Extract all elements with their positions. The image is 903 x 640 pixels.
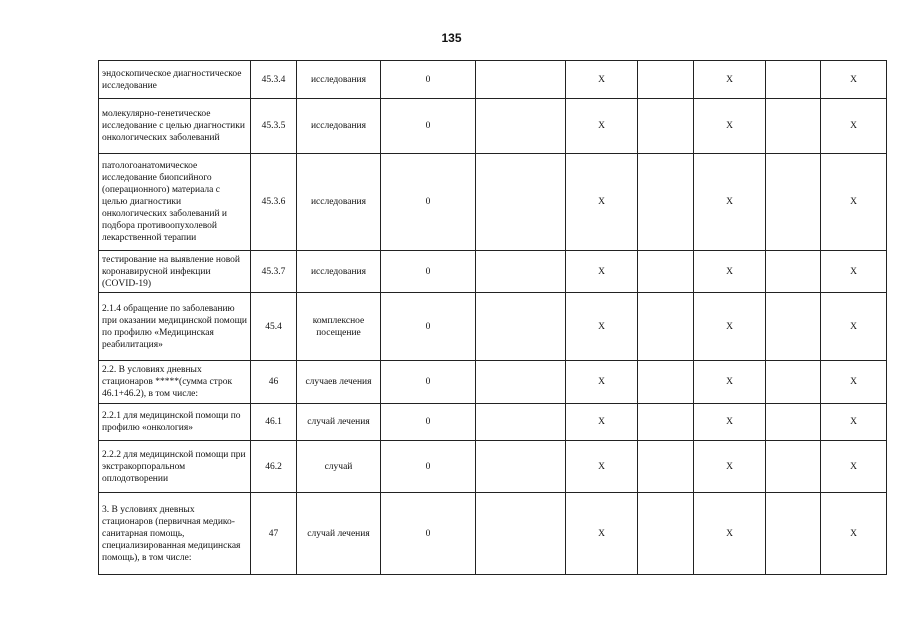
row-name: 2.2.1 для медицинской помощи по профилю «онкология»	[99, 404, 251, 441]
table-row	[99, 61, 887, 99]
x-mark: X	[694, 154, 766, 251]
table-row	[99, 251, 887, 293]
row-name: патологоанатомическое исследование биопсийного (операционного) материала с целью диагностики онкологических заболеваний и подбора противоопухолевой лекарственной терапии	[99, 154, 251, 251]
row-code: 45.4	[251, 293, 297, 361]
empty-cell	[638, 61, 694, 99]
row-code: 45.3.4	[251, 61, 297, 99]
page-number: 135	[441, 31, 462, 45]
row-unit: исследования	[297, 251, 381, 293]
row-code: 45.3.6	[251, 154, 297, 251]
empty-cell	[638, 441, 694, 493]
x-mark: X	[566, 493, 638, 575]
empty-cell	[476, 293, 566, 361]
row-value: 0	[381, 361, 476, 404]
data-table	[98, 60, 887, 575]
row-name: 2.1.4 обращение по заболеванию при оказании медицинской помощи по профилю «Медицинская реабилитация»	[99, 293, 251, 361]
row-value: 0	[381, 251, 476, 293]
table-row	[99, 404, 887, 441]
row-value: 0	[381, 404, 476, 441]
row-code: 46.2	[251, 441, 297, 493]
x-mark: X	[694, 99, 766, 154]
row-code: 46	[251, 361, 297, 404]
row-unit: комплексное посещение	[297, 293, 381, 361]
row-unit: исследования	[297, 99, 381, 154]
row-name: тестирование на выявление новой коронавирусной инфекции (COVID-19)	[99, 251, 251, 293]
row-unit: исследования	[297, 154, 381, 251]
row-unit: случай	[297, 441, 381, 493]
table-row	[99, 293, 887, 361]
x-mark: X	[821, 251, 887, 293]
empty-cell	[766, 293, 821, 361]
row-name: эндоскопическое диагностическое исследование	[99, 61, 251, 99]
empty-cell	[638, 493, 694, 575]
table-row	[99, 99, 887, 154]
table-row	[99, 441, 887, 493]
x-mark: X	[821, 61, 887, 99]
row-name: 2.2. В условиях дневных стационаров *****(сумма строк 46.1+46.2), в том числе:	[99, 361, 251, 404]
x-mark: X	[821, 441, 887, 493]
row-code: 47	[251, 493, 297, 575]
row-code: 46.1	[251, 404, 297, 441]
x-mark: X	[566, 154, 638, 251]
x-mark: X	[694, 441, 766, 493]
x-mark: X	[821, 404, 887, 441]
x-mark: X	[694, 251, 766, 293]
empty-cell	[638, 361, 694, 404]
empty-cell	[766, 441, 821, 493]
x-mark: X	[694, 293, 766, 361]
table-row	[99, 154, 887, 251]
row-value: 0	[381, 154, 476, 251]
x-mark: X	[821, 361, 887, 404]
row-name: молекулярно-генетическое исследование с целью диагностики онкологических заболеваний	[99, 99, 251, 154]
empty-cell	[476, 99, 566, 154]
empty-cell	[766, 99, 821, 154]
row-value: 0	[381, 441, 476, 493]
row-unit: случаев лечения	[297, 361, 381, 404]
x-mark: X	[566, 61, 638, 99]
row-unit: исследования	[297, 61, 381, 99]
empty-cell	[638, 99, 694, 154]
row-value: 0	[381, 493, 476, 575]
empty-cell	[766, 154, 821, 251]
empty-cell	[638, 293, 694, 361]
empty-cell	[476, 251, 566, 293]
row-unit: случай лечения	[297, 493, 381, 575]
row-name: 3. В условиях дневных стационаров (первичная медико-санитарная помощь, специализированная медицинская помощь), в том числе:	[99, 493, 251, 575]
x-mark: X	[821, 99, 887, 154]
x-mark: X	[821, 293, 887, 361]
empty-cell	[638, 154, 694, 251]
row-unit: случай лечения	[297, 404, 381, 441]
x-mark: X	[566, 251, 638, 293]
empty-cell	[766, 361, 821, 404]
table-row	[99, 361, 887, 404]
empty-cell	[476, 61, 566, 99]
row-value: 0	[381, 293, 476, 361]
row-name: 2.2.2 для медицинской помощи при экстракорпоральном оплодотворении	[99, 441, 251, 493]
empty-cell	[766, 61, 821, 99]
x-mark: X	[566, 441, 638, 493]
empty-cell	[476, 441, 566, 493]
x-mark: X	[566, 404, 638, 441]
empty-cell	[476, 154, 566, 251]
x-mark: X	[694, 493, 766, 575]
row-code: 45.3.7	[251, 251, 297, 293]
x-mark: X	[566, 361, 638, 404]
table-row	[99, 493, 887, 575]
x-mark: X	[821, 493, 887, 575]
x-mark: X	[694, 61, 766, 99]
x-mark: X	[694, 404, 766, 441]
x-mark: X	[694, 361, 766, 404]
empty-cell	[476, 404, 566, 441]
empty-cell	[766, 251, 821, 293]
x-mark: X	[821, 154, 887, 251]
row-code: 45.3.5	[251, 99, 297, 154]
x-mark: X	[566, 99, 638, 154]
x-mark: X	[566, 293, 638, 361]
empty-cell	[476, 493, 566, 575]
row-value: 0	[381, 99, 476, 154]
empty-cell	[638, 404, 694, 441]
row-value: 0	[381, 61, 476, 99]
empty-cell	[476, 361, 566, 404]
empty-cell	[766, 493, 821, 575]
empty-cell	[638, 251, 694, 293]
empty-cell	[766, 404, 821, 441]
